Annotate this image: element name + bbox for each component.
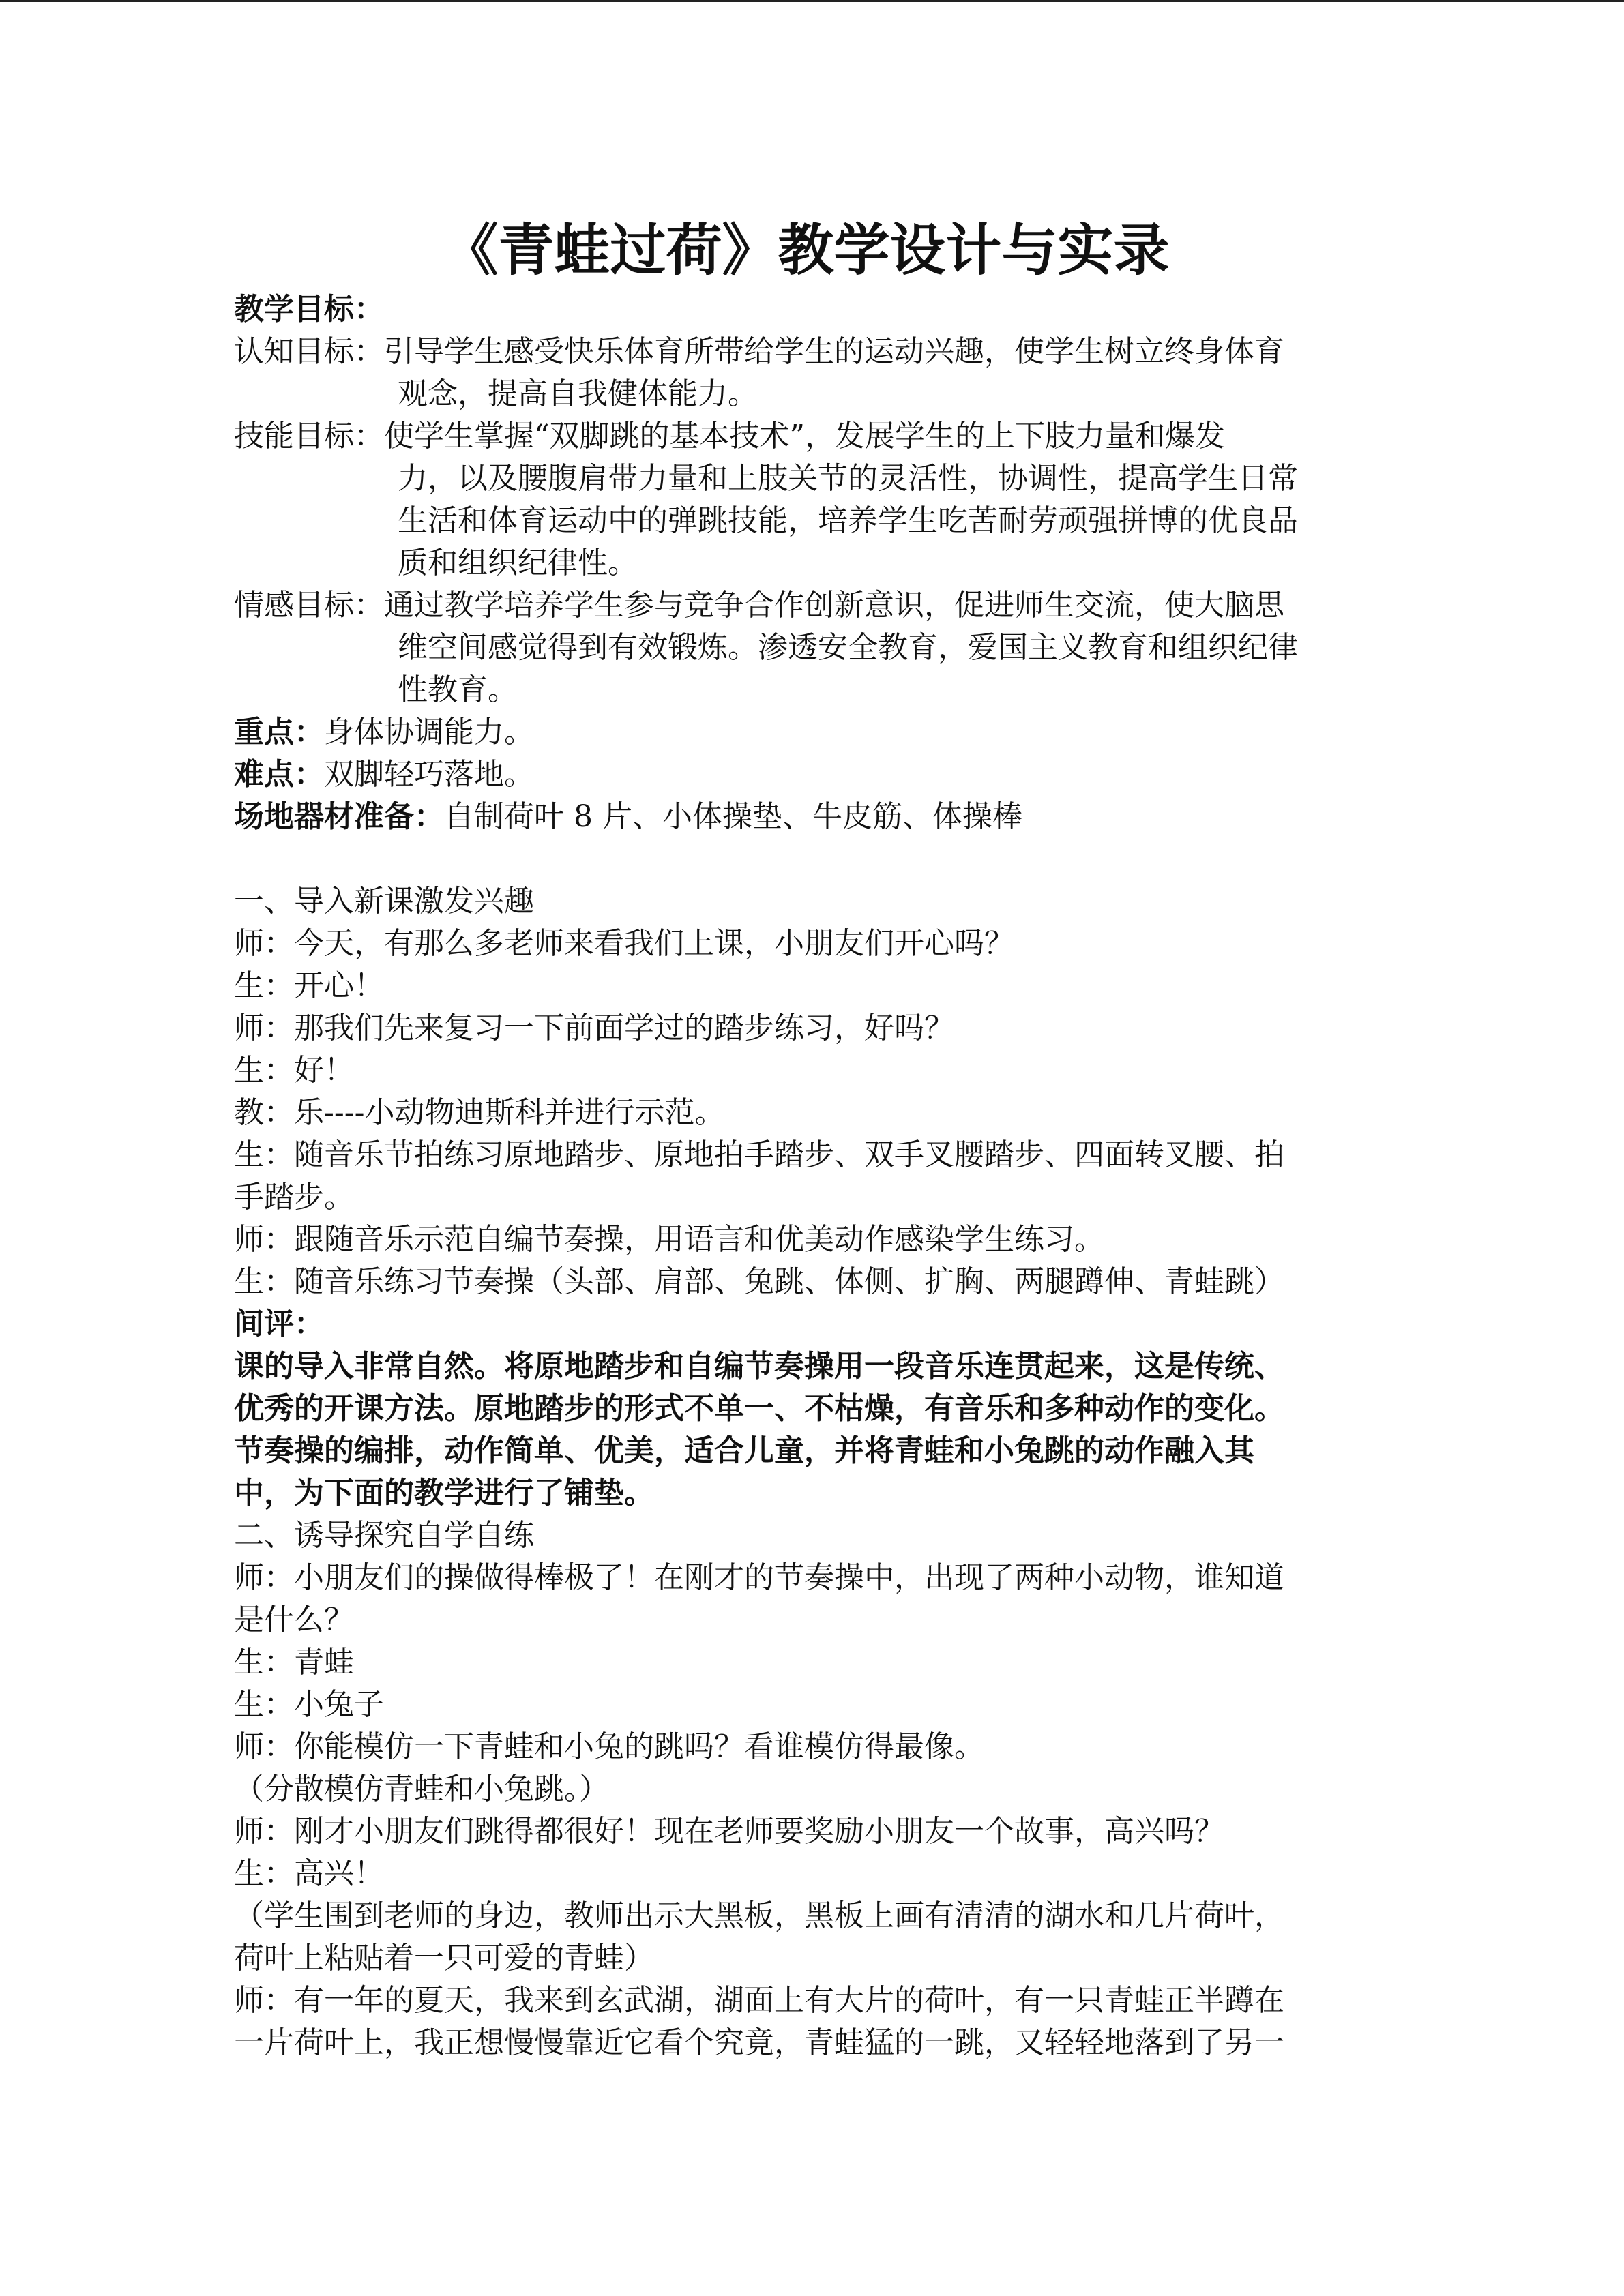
skill-text: 使学生掌握“双脚跳的基本技术”，发展学生的上下肢力量和爆发 bbox=[384, 419, 1225, 453]
cognitive-text: 引导学生感受快乐体育所带给学生的运动兴趣，使学生树立终身体育 bbox=[384, 334, 1284, 369]
dialogue-line: 师：跟随音乐示范自编节奏操，用语言和优美动作感染学生练习。 bbox=[234, 1222, 1104, 1257]
document-body bbox=[234, 288, 1380, 2064]
dialogue-line: 生：随音乐节拍练习原地踏步、原地拍手踏步、双手叉腰踏步、四面转叉腰、拍 bbox=[234, 1137, 1284, 1172]
dialogue-line: 教：乐----小动物迪斯科并进行示范。 bbox=[234, 1095, 725, 1130]
emotion-text: 通过教学培养学生参与竞争合作创新意识，促进师生交流，使大脑思 bbox=[384, 588, 1284, 623]
emotion-text-cont: 维空间感觉得到有效锻炼。渗透安全教育，爱国主义教育和组织纪律 bbox=[398, 630, 1298, 665]
dialogue-line: 师：小朋友们的操做得棒极了！在刚才的节奏操中，出现了两种小动物，谁知道 bbox=[234, 1560, 1284, 1595]
spacer bbox=[234, 838, 1380, 880]
difficulty-label: 难点： bbox=[234, 757, 324, 792]
stage-direction-cont: 荷叶上粘贴着一只可爱的青蛙） bbox=[234, 1941, 654, 1976]
dialogue-line: 生：随音乐练习节奏操（头部、肩部、兔跳、体侧、扩胸、两腿蹲伸、青蛙跳） bbox=[234, 1264, 1284, 1299]
skill-text-cont: 质和组织纪律性。 bbox=[398, 546, 638, 580]
dialogue-line: 生：高兴！ bbox=[234, 1856, 384, 1891]
key-point-text: 身体协调能力。 bbox=[324, 715, 534, 749]
comment-line: 节奏操的编排，动作简单、优美，适合儿童，并将青蛙和小兔跳的动作融入其 bbox=[234, 1433, 1254, 1468]
key-point bbox=[234, 711, 1380, 754]
dialogue-line-cont: 手踏步。 bbox=[234, 1180, 354, 1214]
equipment-label: 场地器材准备： bbox=[234, 799, 444, 834]
skill-label: 技能目标： bbox=[234, 419, 384, 453]
dialogue-line: 生：青蛙 bbox=[234, 1645, 354, 1680]
equipment bbox=[234, 796, 1380, 838]
skill-text-cont: 生活和体育运动中的弹跳技能，培养学生吃苦耐劳顽强拼博的优良品 bbox=[398, 503, 1298, 538]
dialogue-line-cont: 一片荷叶上，我正想慢慢靠近它看个究竟，青蛙猛的一跳，又轻轻地落到了另一 bbox=[234, 2025, 1284, 2060]
emotion-text-cont: 性教育。 bbox=[398, 672, 518, 707]
section-heading: 二、诱导探究自学自练 bbox=[234, 1518, 534, 1553]
stage-direction: （学生围到老师的身边，教师出示大黑板，黑板上画有清清的湖水和几片荷叶， bbox=[234, 1898, 1284, 1933]
comment-line: 中，为下面的教学进行了铺垫。 bbox=[234, 1476, 654, 1510]
section-heading: 一、导入新课激发兴趣 bbox=[234, 884, 534, 919]
key-point-label: 重点： bbox=[234, 715, 324, 749]
dialogue-line: 师：那我们先来复习一下前面学过的踏步练习，好吗？ bbox=[234, 1011, 954, 1045]
comment-line: 优秀的开课方法。原地踏步的形式不单一、不枯燥，有音乐和多种动作的变化。 bbox=[234, 1391, 1284, 1426]
cognitive-text-cont: 观念，提高自我健体能力。 bbox=[398, 376, 758, 411]
skill-goal bbox=[234, 415, 1380, 458]
comment-line: 课的导入非常自然。将原地踏步和自编节奏操用一段音乐连贯起来，这是传统、 bbox=[234, 1349, 1284, 1384]
page-title: 《青蛙过荷》教学设计与实录 bbox=[442, 218, 1170, 283]
equipment-text: 自制荷叶 8 片、小体操垫、牛皮筋、体操棒 bbox=[444, 799, 1022, 834]
dialogue-line: 师：有一年的夏天，我来到玄武湖，湖面上有大片的荷叶，有一只青蛙正半蹲在 bbox=[234, 1983, 1284, 2018]
dialogue-line: 生：好！ bbox=[234, 1053, 354, 1088]
dialogue-line: 生：小兔子 bbox=[234, 1687, 384, 1722]
emotion-label: 情感目标： bbox=[234, 588, 384, 623]
comment-label: 间评： bbox=[234, 1307, 324, 1341]
dialogue-line: 师：刚才小朋友们跳得都很好！现在老师要奖励小朋友一个故事，高兴吗？ bbox=[234, 1814, 1224, 1849]
skill-text-cont: 力，以及腰腹肩带力量和上肢关节的灵活性，协调性，提高学生日常 bbox=[398, 461, 1298, 496]
stage-direction: （分散模仿青蛙和小兔跳。） bbox=[234, 1772, 609, 1806]
emotion-goal bbox=[234, 584, 1380, 627]
dialogue-line: 生：开心！ bbox=[234, 968, 384, 1003]
difficulty-text: 双脚轻巧落地。 bbox=[324, 757, 534, 792]
cognitive-label: 认知目标： bbox=[234, 334, 384, 369]
dialogue-line: 师：今天，有那么多老师来看我们上课，小朋友们开心吗？ bbox=[234, 926, 1014, 961]
difficulty bbox=[234, 754, 1380, 796]
dialogue-line-cont: 是什么？ bbox=[234, 1602, 354, 1637]
cognitive-goal bbox=[234, 331, 1380, 373]
goals-heading: 教学目标： bbox=[234, 292, 384, 327]
dialogue-line: 师：你能模仿一下青蛙和小兔的跳吗？看谁模仿得最像。 bbox=[234, 1729, 984, 1764]
